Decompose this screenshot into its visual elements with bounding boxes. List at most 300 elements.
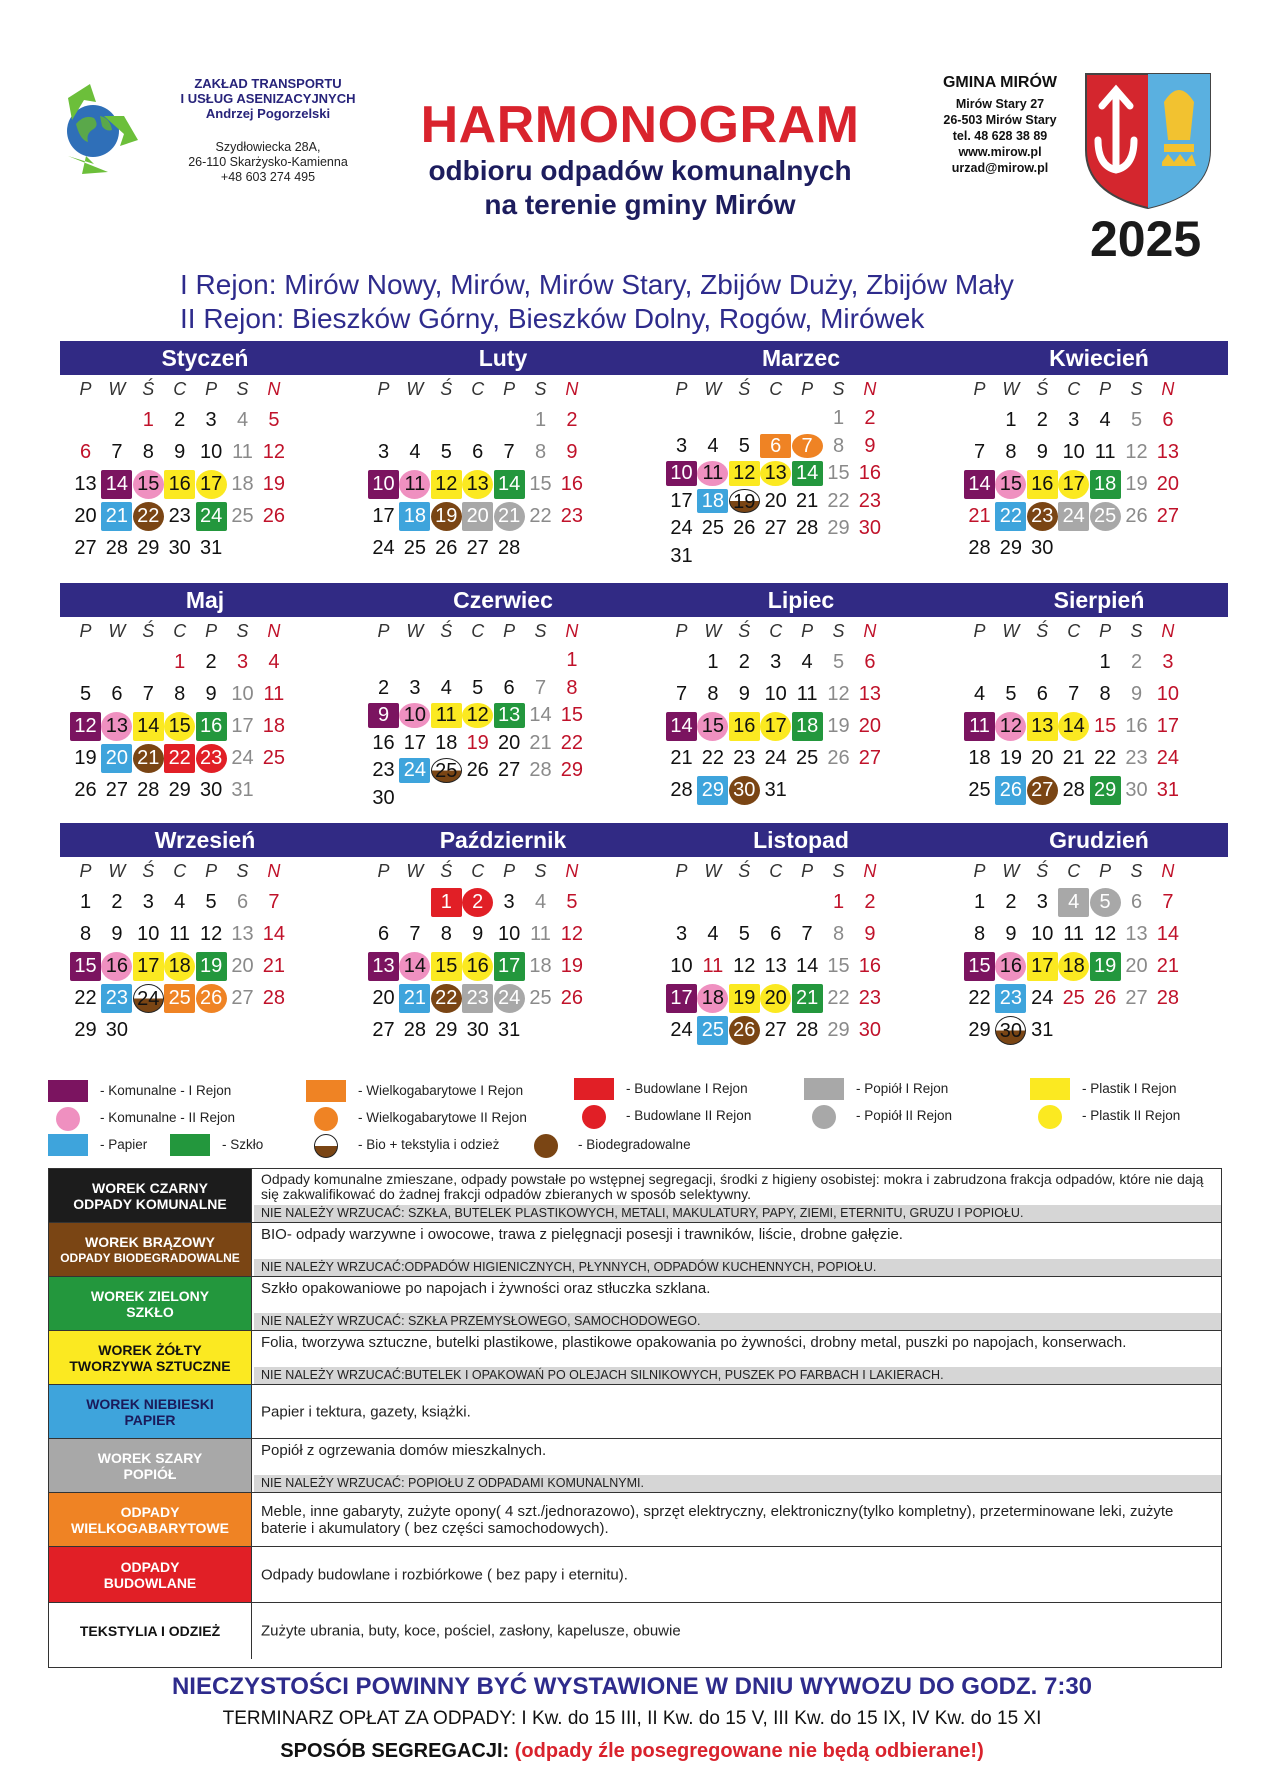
weekday-label: C <box>173 621 187 641</box>
calendar-day: 13 <box>764 955 787 977</box>
calendar-day: 2 <box>738 651 750 673</box>
waste-row <box>49 1439 1221 1493</box>
calendar-day: 24 <box>133 984 164 1013</box>
legend-label: - Budowlane II Rejon <box>626 1108 752 1123</box>
calendar-day: 16 <box>1125 715 1148 737</box>
calendar-day: 16 <box>462 952 493 981</box>
calendar-day: 1 <box>174 651 186 673</box>
weekday-label: P <box>1099 621 1112 641</box>
calendar-day: 6 <box>111 683 123 705</box>
weekday-label: N <box>565 379 579 399</box>
legend-label: - Bio + tekstylia i odzież <box>358 1137 500 1152</box>
weekday-label: N <box>863 861 877 881</box>
weekday-label: C <box>769 379 783 399</box>
waste-exclusions: NIE NALEŻY WRZUCAĆ: POPIOŁU Z ODPADAMI KOMUNALNYMI. <box>254 1475 1221 1492</box>
calendar-day: 8 <box>534 441 547 463</box>
calendar-day: 3 <box>377 441 390 463</box>
calendar-day: 21 <box>1156 955 1180 977</box>
calendar-day: 15 <box>164 712 195 741</box>
company-address <box>153 140 383 185</box>
title-block <box>370 96 910 222</box>
calendar-day: 22 <box>133 502 164 531</box>
waste-segregation-table <box>48 1168 1222 1668</box>
calendar-day: 30 <box>858 1019 882 1041</box>
waste-row <box>49 1547 1221 1603</box>
weekday-label: Ś <box>440 379 453 399</box>
calendar-day: 10 <box>1156 683 1180 705</box>
calendar-day: 20 <box>1031 747 1054 769</box>
calendar-day: 2 <box>462 888 493 917</box>
calendar-day: 6 <box>236 891 249 913</box>
legend-label: - Wielkogabarytowe I Rejon <box>358 1083 524 1098</box>
calendar-day: 9 <box>472 923 484 945</box>
calendar-day: 14 <box>1058 712 1089 741</box>
legend-swatch <box>48 1134 88 1156</box>
legend-swatch <box>314 1134 338 1158</box>
calendar-day: 16 <box>1027 470 1058 499</box>
calendar-day: 13 <box>1125 923 1148 945</box>
calendar-day: 21 <box>795 489 819 512</box>
weekday-label: C <box>769 621 783 641</box>
weekday-label: C <box>769 861 783 881</box>
calendar-day: 26 <box>74 779 97 801</box>
calendar-day: 30 <box>1031 537 1054 559</box>
calendar-day: 12 <box>199 923 223 945</box>
calendar-day: 25 <box>968 779 991 801</box>
month-name: Grudzień <box>1049 827 1149 853</box>
calendar-day: 24 <box>1156 747 1180 769</box>
calendar-day: 5 <box>440 441 452 463</box>
calendar-day: 12 <box>729 461 760 486</box>
calendar-day: 2 <box>566 409 578 431</box>
calendar-day: 2 <box>377 676 390 699</box>
calendar-day: 3 <box>675 434 688 457</box>
weekday-label: P <box>79 861 92 881</box>
calendar-day: 10 <box>670 955 693 977</box>
calendar-day: 23 <box>858 489 882 512</box>
calendar-day: 26 <box>466 759 489 782</box>
calendar-day: 27 <box>105 779 129 801</box>
waste-bag-label <box>49 1603 252 1659</box>
legend-swatch <box>804 1078 844 1100</box>
calendar-day: 8 <box>832 923 845 945</box>
calendar-day: 27 <box>497 759 521 782</box>
calendar-day: 9 <box>1005 923 1017 945</box>
calendar-day: 6 <box>864 651 876 673</box>
calendar-day: 12 <box>262 441 286 463</box>
legend-label: - Plastik I Rejon <box>1082 1081 1177 1096</box>
calendar-day: 31 <box>764 779 787 801</box>
calendar-day: 13 <box>1027 712 1058 741</box>
calendar-day: 5 <box>1090 888 1121 917</box>
calendar-day: 4 <box>1058 888 1089 917</box>
weekday-label: C <box>173 861 187 881</box>
calendar-day: 17 <box>231 715 254 737</box>
weekday-label: C <box>471 861 485 881</box>
calendar-day: 28 <box>968 537 991 559</box>
weekday-label: W <box>1002 621 1020 641</box>
calendar-day: 12 <box>70 712 101 741</box>
calendar-day: 11 <box>697 461 728 486</box>
calendar-day: 19 <box>431 502 462 531</box>
calendar-day: 3 <box>1162 651 1174 673</box>
calendar-day: 5 <box>738 434 750 457</box>
calendar-day: 4 <box>707 434 719 457</box>
month-name: Listopad <box>753 827 849 853</box>
weekday-label: P <box>1099 379 1112 399</box>
calendar-day: 9 <box>111 923 123 945</box>
calendar-day: 12 <box>560 923 584 945</box>
calendar-day: 23 <box>1027 502 1058 531</box>
weekday-label: W <box>1002 861 1020 881</box>
calendar-day: 19 <box>1090 952 1121 981</box>
bag-type: SZKŁO <box>126 1303 174 1320</box>
pickup-time-notice: NIECZYSTOŚCI POWINNY BYĆ WYSTAWIONE W DNIU WYWOZU DO GODZ. 7:30 <box>171 1673 1093 1700</box>
weekday-label: C <box>1067 621 1081 641</box>
month-name: Czerwiec <box>453 587 553 613</box>
calendar-day: 28 <box>403 1019 427 1041</box>
weekday-label: S <box>1130 861 1143 881</box>
calendar-day: 7 <box>111 441 123 463</box>
calendar-day: 14 <box>133 712 164 741</box>
waste-bag-label <box>49 1331 252 1384</box>
legend-label: - Wielkogabarytowe II Rejon <box>358 1110 527 1125</box>
weekday-label: Ś <box>142 861 155 881</box>
bag-name: WOREK SZARY <box>97 1449 203 1466</box>
calendar-day: 22 <box>74 987 97 1009</box>
calendar-day: 21 <box>262 955 286 977</box>
weekday-label: P <box>801 621 814 641</box>
calendar-day: 11 <box>232 441 253 463</box>
calendar-day: 7 <box>409 923 421 945</box>
calendar-day: 20 <box>74 505 97 527</box>
regions <box>180 268 1240 336</box>
calendar-day: 13 <box>231 923 254 945</box>
month-name: Luty <box>478 345 528 371</box>
calendar-day: 10 <box>399 703 430 728</box>
calendar-day: 6 <box>1162 409 1174 431</box>
calendar-day: 5 <box>566 891 578 913</box>
waste-row <box>49 1331 1221 1385</box>
calendar-day: 28 <box>497 537 521 559</box>
calendar-day: 13 <box>368 952 399 981</box>
calendar-day: 29 <box>1090 776 1121 805</box>
calendar-day: 18 <box>697 984 728 1013</box>
calendar-day: 14 <box>1156 923 1180 945</box>
legend-swatch <box>1030 1078 1070 1100</box>
bag-type: BUDOWLANE <box>103 1574 197 1591</box>
calendar-day: 8 <box>79 923 92 945</box>
calendar-day: 19 <box>1125 473 1148 495</box>
legend-label: - Papier <box>100 1137 148 1152</box>
recycle-globe-logo <box>38 76 148 182</box>
calendar-day: 28 <box>795 517 819 540</box>
weekday-label: P <box>675 621 688 641</box>
calendar-day: 28 <box>262 987 286 1009</box>
calendar-day: 8 <box>832 434 845 457</box>
calendar-day: 25 <box>1090 502 1121 531</box>
weekday-label: P <box>377 621 390 641</box>
calendar-day: 20 <box>1156 473 1180 495</box>
calendar-day: 10 <box>1031 923 1054 945</box>
legend-swatch <box>812 1105 836 1129</box>
calendar-day: 24 <box>1031 987 1054 1009</box>
weekday-label: P <box>377 861 390 881</box>
calendar-day: 29 <box>74 1019 97 1041</box>
calendar-day: 10 <box>231 683 254 705</box>
calendar-day: 25 <box>231 505 254 527</box>
weekday-label: W <box>704 621 722 641</box>
calendar-day: 3 <box>1036 891 1048 913</box>
calendar-day: 2 <box>864 891 876 913</box>
calendar-day: 18 <box>262 715 286 737</box>
subtitle: na terenie gminy Mirów <box>484 189 796 220</box>
calendar-day: 11 <box>1063 923 1085 945</box>
calendar-day: 20 <box>1125 955 1148 977</box>
calendar-day: 4 <box>174 891 186 913</box>
weekday-label: N <box>863 379 877 399</box>
calendar-day: 19 <box>729 984 760 1013</box>
calendar-day: 4 <box>236 409 249 431</box>
weekday-label: S <box>534 861 547 881</box>
weekday-label: P <box>79 379 92 399</box>
waste-description: Popiół z ogrzewania domów mieszkalnych. <box>261 1442 547 1459</box>
calendar-day: 18 <box>231 473 254 495</box>
waste-bag-label <box>49 1169 252 1222</box>
calendar-day: 29 <box>827 1019 850 1041</box>
calendar-day: 10 <box>666 461 697 486</box>
calendar-day: 31 <box>199 537 223 559</box>
calendar-day: 28 <box>529 759 552 782</box>
weekday-label: W <box>406 861 424 881</box>
calendar-day: 9 <box>738 683 750 705</box>
weekday-label: S <box>236 621 249 641</box>
legend-swatch <box>314 1107 338 1131</box>
calendar-day: 22 <box>827 489 850 512</box>
calendar-day: 11 <box>169 923 191 945</box>
waste-row <box>49 1223 1221 1277</box>
calendar-day: 26 <box>1093 987 1117 1009</box>
calendar-day: 13 <box>1156 441 1180 463</box>
calendar-day: 17 <box>196 470 227 499</box>
waste-row <box>49 1277 1221 1331</box>
calendar-day: 5 <box>832 651 845 673</box>
company-block <box>38 72 358 192</box>
weekday-label: W <box>108 861 126 881</box>
calendar-day: 1 <box>142 409 154 431</box>
legend-swatch <box>534 1134 558 1158</box>
company-owner: Andrzej Pogorzelski <box>205 106 331 121</box>
weekday-label: P <box>205 379 218 399</box>
calendar-day: 17 <box>1058 470 1089 499</box>
calendar-day: 29 <box>560 759 584 782</box>
calendar-day: 3 <box>205 409 217 431</box>
calendar-day: 23 <box>101 984 132 1013</box>
weekday-label: S <box>236 379 249 399</box>
weekday-label: N <box>1161 861 1175 881</box>
calendar-day: 19 <box>262 473 286 495</box>
calendar-day: 24 <box>196 502 227 531</box>
waste-description: Folia, tworzywa sztuczne, butelki plastikowe, plastikowe opakowania po żywności, drobny metal, puszki po napojach, konserwach. <box>261 1334 1127 1351</box>
calendar-day: 30 <box>858 517 882 540</box>
bag-type: ODPADY KOMUNALNE <box>73 1195 227 1212</box>
gmina-phone: tel. 48 628 38 89 <box>952 129 1048 143</box>
calendar-day: 23 <box>196 744 227 773</box>
calendar-day: 15 <box>560 704 584 727</box>
calendar-day: 23 <box>858 987 882 1009</box>
calendar-day: 11 <box>964 712 995 741</box>
legend-label: - Komunalne - I Rejon <box>100 1083 232 1098</box>
calendar-day: 17 <box>133 952 164 981</box>
gmina-email: urzad@mirow.pl <box>951 161 1049 175</box>
legend-swatch <box>574 1078 614 1100</box>
calendar-day: 25 <box>431 758 462 783</box>
calendar-day: 20 <box>497 731 521 754</box>
weekday-label: P <box>205 861 218 881</box>
calendar-day: 17 <box>760 712 791 741</box>
calendar-day: 3 <box>142 891 154 913</box>
month-name: Styczeń <box>161 345 249 371</box>
calendar-day: 6 <box>760 434 791 459</box>
waste-description: BIO- odpady warzywne i owocowe, trawa z pielęgnacji posesji i trawników, liście, drobne gałęzie. <box>261 1226 903 1243</box>
calendar-day: 9 <box>205 683 217 705</box>
calendar-day: 18 <box>968 747 991 769</box>
waste-description: Odpady komunalne zmieszane, odpady powstałe po wstępnej segregacji, środki z higieny osobistej: mokra i zabrudzona frakcja odpadów, które nie dają się zakwalifikować do żadnej frakcji odpadów zbieranych w sposób selektywny. <box>261 1171 1204 1202</box>
calendar-day: 5 <box>1130 409 1143 431</box>
legend-label: - Plastik II Rejon <box>1082 1108 1181 1123</box>
calendar-day: 11 <box>431 703 462 728</box>
calendar-day: 25 <box>529 987 552 1009</box>
year: 2025 <box>1090 211 1202 267</box>
calendar-day: 6 <box>472 441 484 463</box>
calendar-day: 17 <box>1156 715 1180 737</box>
waste-bag-label <box>49 1385 252 1438</box>
weekday-label: P <box>1099 861 1112 881</box>
calendar-day: 15 <box>1093 715 1117 737</box>
calendar-day: 30 <box>372 787 395 809</box>
calendar-day: 31 <box>1031 1019 1054 1041</box>
calendar-day: 8 <box>142 441 154 463</box>
calendar-day: 5 <box>738 923 750 945</box>
calendar-day: 16 <box>196 712 227 741</box>
calendar-day: 7 <box>801 923 813 945</box>
calendar-day: 14 <box>666 712 697 741</box>
calendar-day: 9 <box>864 434 876 457</box>
calendar-day: 23 <box>372 759 395 782</box>
weekday-label: Ś <box>440 861 453 881</box>
calendar-day: 9 <box>864 923 876 945</box>
address-line: Szydłowiecka 28A, <box>215 140 321 154</box>
calendar-day: 17 <box>403 731 427 754</box>
weekday-label: Ś <box>142 621 155 641</box>
calendar-day: 1 <box>973 891 986 913</box>
waste-row <box>49 1603 1221 1659</box>
weekday-label: S <box>1130 379 1143 399</box>
weekday-label: W <box>1002 379 1020 399</box>
calendar-day: 27 <box>466 537 489 559</box>
calendar-day: 17 <box>372 505 395 527</box>
calendar-day: 3 <box>1068 409 1080 431</box>
calendar-day: 25 <box>164 984 195 1013</box>
legend-label: - Komunalne - II Rejon <box>100 1110 236 1125</box>
calendar-day: 7 <box>1068 683 1080 705</box>
calendar-day: 2 <box>174 409 186 431</box>
calendar-day: 21 <box>133 744 164 773</box>
bag-name: WOREK CZARNY <box>92 1179 208 1196</box>
legend-swatch <box>56 1107 80 1131</box>
calendar-day: 19 <box>827 715 850 737</box>
calendar-day: 28 <box>1062 779 1085 801</box>
calendar-day: 6 <box>1036 683 1048 705</box>
calendar-day: 7 <box>1162 891 1174 913</box>
calendar-day: 19 <box>196 952 227 981</box>
calendar-day: 15 <box>431 952 462 981</box>
calendar-day: 19 <box>560 955 584 977</box>
calendar-day: 20 <box>858 715 882 737</box>
waste-exclusions: NIE NALEŻY WRZUCAĆ:ODPADÓW HIGIENICZNYCH, PŁYNNYCH, ODPADÓW KUCHENNYCH, POPIOŁU. <box>254 1259 1221 1276</box>
legend-label: - Popiół I Rejon <box>856 1081 949 1096</box>
calendar-day: 18 <box>697 489 728 514</box>
weekday-label: W <box>704 861 722 881</box>
calendar-day: 15 <box>827 955 850 977</box>
segregation-note <box>0 1740 1264 1763</box>
gmina-website: www.mirow.pl <box>958 145 1042 159</box>
calendar-day: 29 <box>697 776 728 805</box>
calendar-day: 29 <box>999 537 1023 559</box>
weekday-label: S <box>1130 621 1143 641</box>
calendar-day: 14 <box>529 704 552 727</box>
calendar-day: 24 <box>670 517 693 540</box>
waste-row <box>49 1169 1221 1223</box>
calendar-day: 21 <box>792 984 823 1013</box>
calendar-day: 27 <box>1027 776 1058 805</box>
calendar-day: 14 <box>795 955 819 977</box>
calendar-day: 24 <box>231 747 254 769</box>
calendar-day: 30 <box>105 1019 129 1041</box>
weekday-label: C <box>1067 379 1081 399</box>
weekday-label: W <box>406 379 424 399</box>
calendar-day: 4 <box>440 676 452 699</box>
calendar-day: 20 <box>760 984 791 1013</box>
calendar-day: 21 <box>1062 747 1085 769</box>
calendar-day: 23 <box>1125 747 1148 769</box>
calendar-day: 25 <box>1062 987 1085 1009</box>
subtitle: odbioru odpadów komunalnych <box>428 155 852 186</box>
calendar-day: 22 <box>560 731 584 754</box>
calendar-day: 30 <box>466 1019 489 1041</box>
calendar-day: 28 <box>105 537 129 559</box>
calendar-day: 24 <box>372 537 395 559</box>
phone: +48 603 274 495 <box>220 170 316 184</box>
gmina-postal: 26-503 Mirów Stary <box>943 113 1057 127</box>
bag-type: PAPIER <box>124 1411 176 1428</box>
calendar-day: 11 <box>702 955 724 977</box>
calendar-day: 11 <box>796 683 818 705</box>
calendar-day: 22 <box>968 987 991 1009</box>
calendar-day: 16 <box>372 731 395 754</box>
waste-bag-label <box>49 1223 252 1276</box>
calendar-day: 24 <box>494 984 525 1013</box>
coat-of-arms-icon <box>1082 70 1214 210</box>
calendar-day: 10 <box>137 923 160 945</box>
month-name: Sierpień <box>1053 587 1145 613</box>
calendar-day: 17 <box>1027 952 1058 981</box>
bag-name: WOREK ŻÓŁTY <box>98 1341 202 1358</box>
waste-exclusions: NIE NALEŻY WRZUCAĆ:BUTELEK I OPAKOWAŃ PO OLEJACH SILNIKOWYCH, PUSZEK PO FARBACH I LAKIERACH. <box>254 1367 1221 1384</box>
calendar-day: 5 <box>205 891 217 913</box>
weekday-label: P <box>675 379 688 399</box>
legend-label: - Szkło <box>222 1137 264 1152</box>
